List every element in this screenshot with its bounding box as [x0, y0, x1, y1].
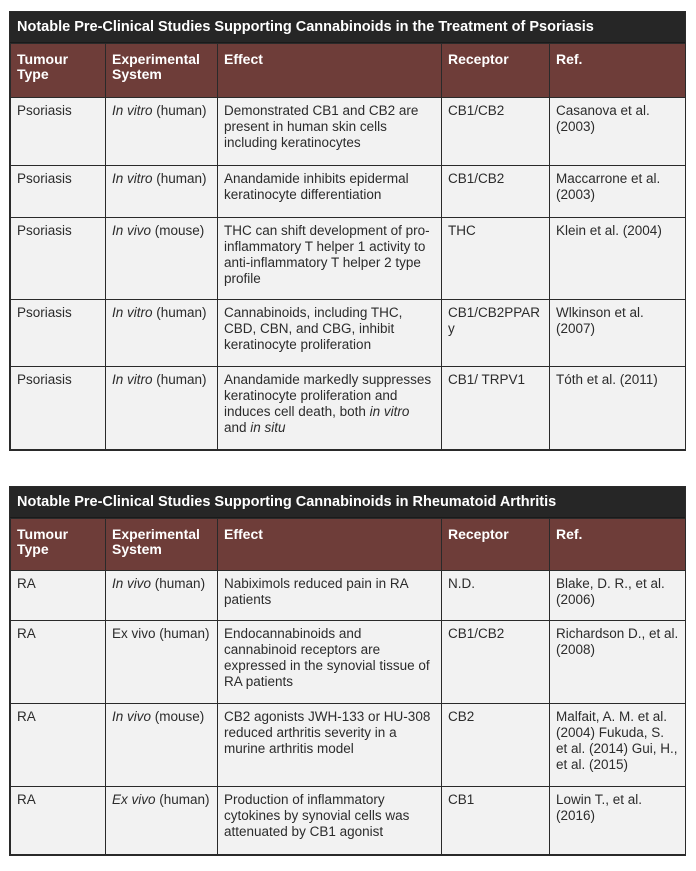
cell-effect: Anandamide inhibits epidermal keratinocyte differentiation [218, 166, 442, 218]
system-detail: Ex vivo (human) [112, 626, 210, 641]
table-row [11, 300, 686, 367]
table-title: Notable Pre-Clinical Studies Supporting Cannabinoids in Rheumatoid Arthritis [10, 487, 685, 518]
column-header-ref: Ref. [550, 519, 686, 571]
cell-receptor: N.D. [442, 571, 550, 621]
data-grid [10, 43, 686, 450]
cell-effect: Demonstrated CB1 and CB2 are present in human skin cells including keratinocytes [218, 98, 442, 166]
cell-receptor: CB1/ TRPV1 [442, 367, 550, 450]
system-italic: In vivo [112, 709, 152, 724]
effect-text-and: and [224, 420, 251, 435]
cell-tumour-type: Psoriasis [11, 166, 106, 218]
column-header-effect: Effect [218, 519, 442, 571]
cell-ref: Richardson D., et al. (2008) [550, 621, 686, 704]
effect-italic-in-vitro: in vitro [369, 404, 410, 419]
system-italic: In vitro [112, 305, 153, 320]
table-row [11, 621, 686, 704]
system-detail: (mouse) [154, 709, 205, 724]
cell-ref: Blake, D. R., et al. (2006) [550, 571, 686, 621]
cell-effect [218, 367, 442, 450]
effect-italic-in-situ: in situ [250, 420, 286, 435]
cell-tumour-type: Psoriasis [11, 367, 106, 450]
cell-tumour-type: Psoriasis [11, 98, 106, 166]
cell-ref: Malfait, A. M. et al. (2004) Fukuda, S. et al. (2014) Gui, H., et al. (2015) [550, 704, 686, 787]
system-detail: (human) [156, 103, 207, 118]
effect-text: Anandamide markedly suppresses keratinocyte proliferation and induces cell death, both [224, 372, 432, 419]
column-header-experimental-system: Experimental System [106, 44, 218, 98]
system-detail: (human) [156, 171, 207, 186]
system-detail: (mouse) [154, 223, 205, 238]
ra-table [9, 486, 686, 856]
cell-tumour-type: RA [11, 704, 106, 787]
cell-tumour-type: RA [11, 787, 106, 855]
cell-receptor: CB2 [442, 704, 550, 787]
cell-experimental-system [106, 704, 218, 787]
cell-effect: Production of inflammatory cytokines by synovial cells was attenuated by CB1 agonist [218, 787, 442, 855]
cell-experimental-system [106, 787, 218, 855]
system-italic: In vitro [112, 171, 153, 186]
cell-ref: Tóth et al. (2011) [550, 367, 686, 450]
table-row [11, 367, 686, 450]
cell-effect: Cannabinoids, including THC, CBD, CBN, and CBG, inhibit keratinocyte proliferation [218, 300, 442, 367]
cell-experimental-system [106, 571, 218, 621]
system-detail: (human) [159, 792, 210, 807]
table-title: Notable Pre-Clinical Studies Supporting Cannabinoids in the Treatment of Psoriasis [10, 12, 685, 43]
table-row [11, 218, 686, 300]
cell-ref: Lowin T., et al. (2016) [550, 787, 686, 855]
cell-tumour-type: RA [11, 571, 106, 621]
column-header-effect: Effect [218, 44, 442, 98]
cell-effect: Endocannabinoids and cannabinoid receptors are expressed in the synovial tissue of RA patients [218, 621, 442, 704]
cell-receptor: CB1/CB2PPARy [442, 300, 550, 367]
table-row [11, 571, 686, 621]
table-row [11, 704, 686, 787]
cell-tumour-type: RA [11, 621, 106, 704]
cell-receptor: CB1/CB2 [442, 166, 550, 218]
column-header-experimental-system: Experimental System [106, 519, 218, 571]
system-detail: (human) [156, 372, 207, 387]
system-italic: In vivo [112, 223, 152, 238]
cell-effect: Nabiximols reduced pain in RA patients [218, 571, 442, 621]
cell-ref: Wlkinson et al. (2007) [550, 300, 686, 367]
column-header-receptor: Receptor [442, 44, 550, 98]
cell-experimental-system [106, 300, 218, 367]
cell-receptor: CB1/CB2 [442, 621, 550, 704]
cell-ref: Maccarrone et al. (2003) [550, 166, 686, 218]
column-header-receptor: Receptor [442, 519, 550, 571]
table-row [11, 166, 686, 218]
cell-experimental-system [106, 367, 218, 450]
column-header-ref: Ref. [550, 44, 686, 98]
cell-receptor: THC [442, 218, 550, 300]
cell-receptor: CB1/CB2 [442, 98, 550, 166]
system-detail: (human) [154, 576, 206, 591]
column-header-tumour-type: Tumour Type [11, 44, 106, 98]
header-row [11, 44, 686, 98]
cell-experimental-system [106, 166, 218, 218]
cell-tumour-type: Psoriasis [11, 300, 106, 367]
psoriasis-table [9, 11, 686, 451]
cell-receptor: CB1 [442, 787, 550, 855]
system-detail: (human) [156, 305, 207, 320]
system-italic: In vitro [112, 103, 153, 118]
data-grid [10, 518, 686, 855]
system-italic: Ex vivo [112, 792, 156, 807]
system-italic: In vitro [112, 372, 153, 387]
system-italic: In vivo [112, 576, 152, 591]
cell-experimental-system [106, 218, 218, 300]
cell-experimental-system [106, 98, 218, 166]
column-header-tumour-type: Tumour Type [11, 519, 106, 571]
cell-ref: Klein et al. (2004) [550, 218, 686, 300]
cell-effect: CB2 agonists JWH-133 or HU-308 reduced arthritis severity in a murine arthritis model [218, 704, 442, 787]
header-row [11, 519, 686, 571]
cell-ref: Casanova et al. (2003) [550, 98, 686, 166]
table-row [11, 787, 686, 855]
cell-experimental-system [106, 621, 218, 704]
table-row [11, 98, 686, 166]
cell-tumour-type: Psoriasis [11, 218, 106, 300]
cell-effect: THC can shift development of pro-inflammatory T helper 1 activity to anti-inflammatory T helper 2 type profile [218, 218, 442, 300]
